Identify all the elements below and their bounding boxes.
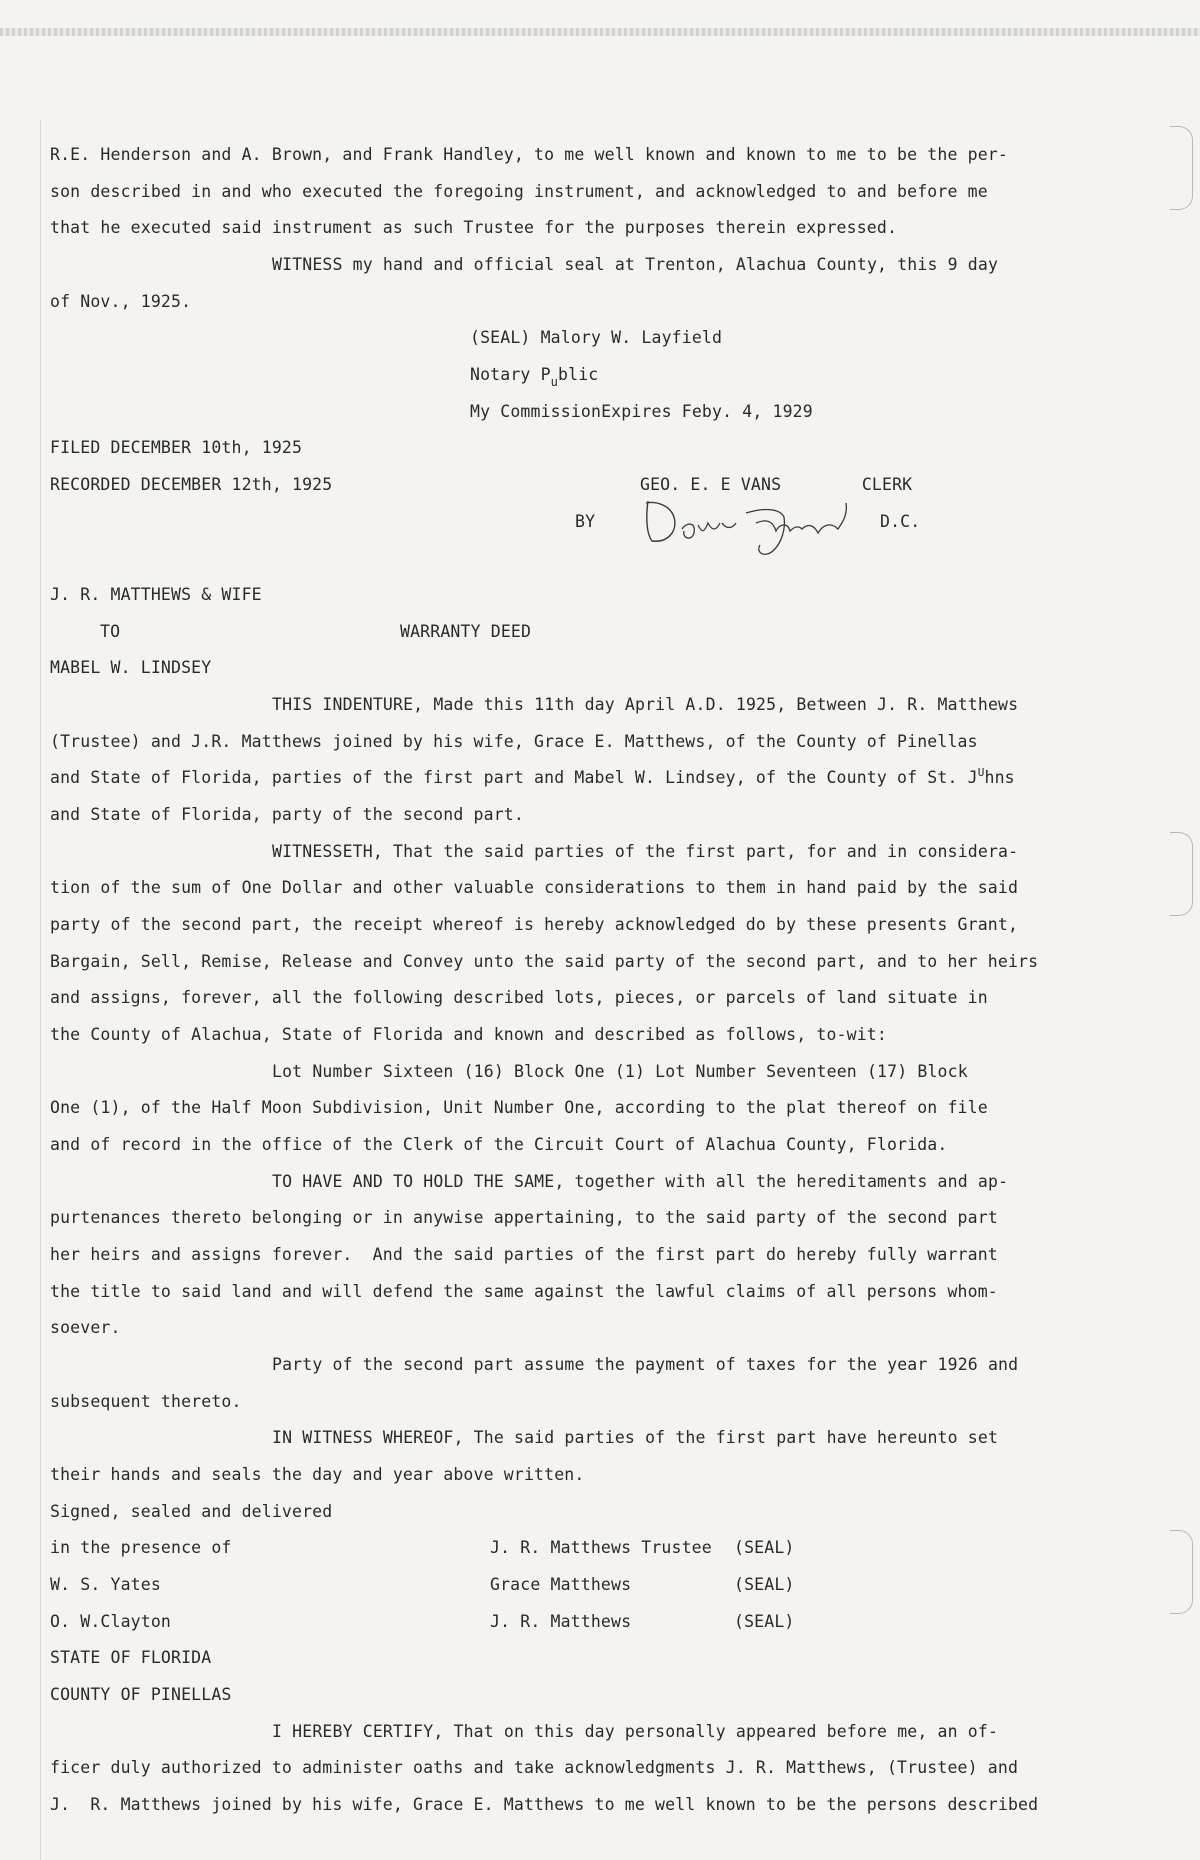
deed-title: WARRANTY DEED [400, 622, 532, 641]
signer-name: Grace Matthews [490, 1575, 632, 1594]
venue-county: COUNTY OF PINELLAS [50, 1685, 232, 1704]
witness-label: in the presence of [50, 1538, 232, 1557]
signer-name: J. R. Matthews [490, 1612, 632, 1631]
deed-body-line: Party of the second part assume the payment of taxes for the year 1926 and [272, 1355, 1019, 1374]
deed-body-line: party of the second part, the receipt whereof is hereby acknowledged do by these presents Grant, [50, 915, 1019, 934]
deputy-clerk-signature [638, 493, 868, 557]
deed-body-line: IN WITNESS WHEREOF, The said parties of the first part have hereunto set [272, 1428, 999, 1447]
clerk-name: GEO. E. E VANS CLERK [640, 475, 913, 494]
deed-body-line: (Trustee) and J.R. Matthews joined by his wife, Grace E. Matthews, of the County of Pinellas [50, 732, 978, 751]
ack-line: of Nov., 1925. [50, 292, 192, 311]
notary-commission: My CommissionExpires Feby. 4, 1929 [470, 402, 813, 421]
witness-label: Signed, sealed and delivered [50, 1502, 333, 1521]
deed-body-line: TO HAVE AND TO HOLD THE SAME, together with all the hereditaments and ap- [272, 1172, 1009, 1191]
deed-body-line: tion of the sum of One Dollar and other valuable considerations to them in hand paid by the said [50, 878, 1019, 897]
deed-body-line: THIS INDENTURE, Made this 11th day April A.D. 1925, Between J. R. Matthews [272, 695, 1019, 714]
seal-mark: (SEAL) [734, 1575, 795, 1594]
ack-line: WITNESS my hand and official seal at Trenton, Alachua County, this 9 day [272, 255, 999, 274]
witness-name: O. W.Clayton [50, 1612, 172, 1631]
scan-top-band [0, 28, 1200, 36]
grantor-heading: J. R. MATTHEWS & WIFE [50, 585, 262, 604]
deed-body-line: WITNESSETH, That the said parties of the first part, for and in considera- [272, 842, 1019, 861]
binder-hole-icon [1170, 832, 1193, 916]
ack-line: R.E. Henderson and A. Brown, and Frank Handley, to me well known and known to me to be the per- [50, 145, 1008, 164]
to-heading: TO [100, 622, 121, 641]
deed-body-line: and assigns, forever, all the following described lots, pieces, or parcels of land situate in [50, 988, 988, 1007]
ack-line: that he executed said instrument as such Trustee for the purposes therein expressed. [50, 218, 898, 237]
deed-body-line: and of record in the office of the Clerk of the Circuit Court of Alachua County, Florida. [50, 1135, 948, 1154]
deed-body-line: the County of Alachua, State of Florida and known and described as follows, to-wit: [50, 1025, 887, 1044]
seal-mark: (SEAL) [734, 1538, 795, 1557]
deed-body-line: purtenances thereto belonging or in anywise appertaining, to the said party of the second part [50, 1208, 998, 1227]
venue-state: STATE OF FLORIDA [50, 1648, 212, 1667]
certificate-line: I HEREBY CERTIFY, That on this day personally appeared before me, an of- [272, 1722, 999, 1741]
deed-body-line: and State of Florida, party of the second part. [50, 805, 524, 824]
deed-body-line: One (1), of the Half Moon Subdivision, Unit Number One, according to the plat thereof on file [50, 1098, 988, 1117]
witness-name: W. S. Yates [50, 1575, 161, 1594]
ack-line: son described in and who executed the foregoing instrument, and acknowledged to and before me [50, 182, 988, 201]
recorded-date: RECORDED DECEMBER 12th, 1925 [50, 475, 333, 494]
certificate-line: J. R. Matthews joined by his wife, Grace E. Matthews to me well known to be the persons described [50, 1795, 1039, 1814]
binder-hole-icon [1170, 126, 1193, 210]
seal-mark: (SEAL) [734, 1612, 795, 1631]
deed-body-line: soever. [50, 1318, 121, 1337]
deed-body-line: her heirs and assigns forever. And the said parties of the first part do hereby fully warrant [50, 1245, 998, 1264]
deed-body-line: their hands and seals the day and year above written. [50, 1465, 585, 1484]
notary-title: Notary $P_ublic$ [470, 365, 599, 389]
signer-name: J. R. Matthews Trustee [490, 1538, 712, 1557]
deed-body-line: subsequent thereto. [50, 1392, 242, 1411]
deed-body-line: Lot Number Sixteen (16) Block One (1) Lot Number Seventeen (17) Block [272, 1062, 968, 1081]
deed-body-line: Bargain, Sell, Remise, Release and Convey unto the said party of the second part, and to her heirs [50, 952, 1039, 971]
notary-seal-line: (SEAL) Malory W. Layfield [470, 328, 723, 347]
binder-hole-icon [1170, 1530, 1193, 1614]
left-margin-rule [40, 120, 41, 1860]
grantee-heading: MABEL W. LINDSEY [50, 658, 212, 677]
by-label: BY [575, 512, 596, 531]
filed-date: FILED DECEMBER 10th, 1925 [50, 438, 303, 457]
deed-body-line: the title to said land and will defend the same against the lawful claims of all persons whom- [50, 1282, 998, 1301]
deputy-clerk-label: D.C. [880, 512, 921, 531]
deed-body-line: and State of Florida, parties of the first part and Mabel W. Lindsey, of the County of St. $J^Uhns$ [50, 766, 1015, 787]
certificate-line: ficer duly authorized to administer oaths and take acknowledgments J. R. Matthews, (Trustee) and [50, 1758, 1019, 1777]
